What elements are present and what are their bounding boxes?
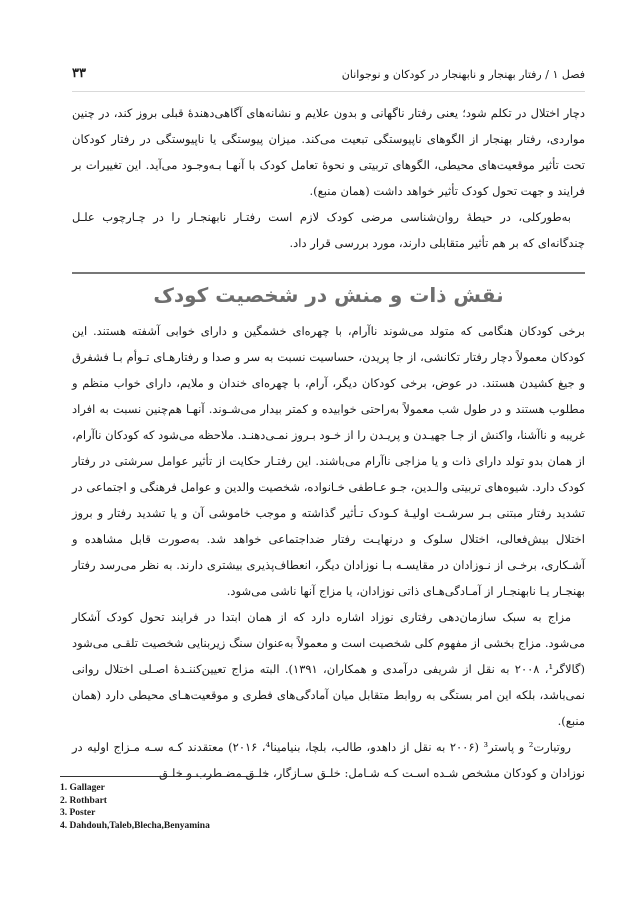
paragraph-2: به‌طورکلی، در حیطهٔ روان‌شناسی مرضی کودک لازم است رفتـار نابهنجـار را در چـارچوب علـل چندگانه‌ای که بر هم تأثیر متقابلی دارند، مورد بررسی قرار داد. bbox=[72, 210, 585, 250]
footnote-divider bbox=[60, 776, 268, 777]
footnote-3: 3. Poster bbox=[60, 808, 96, 818]
page-header bbox=[72, 62, 585, 92]
footnotes bbox=[60, 782, 360, 832]
footnote-2: 2. Rothbart bbox=[60, 795, 107, 806]
paragraph-1: دچار اختلال در تکلم شود؛ یعنی رفتار ناگهانی و بدون علایم و نشانه‌های آگاهی‌دهندهٔ قبلی بروز کند، در چنین مواردی، رفتار بهنجار از الگوهای ناپیوستگی تبعیت می‌کند. میزان پیوستگی یا ناپیوستگی در رفتار کودکان تحت تأثیر موقعیت‌های محیطی، الگوهای تربیتی و نحوهٔ تعامل کودک با آنهـا بـه‌وجـود می‌آید. این تغییرات بر فرایند و جهت تحول کودک تأثیر خواهد داشت (همان منبع). bbox=[72, 106, 585, 198]
chapter-title: فصل ۱ / رفتار بهنجار و نابهنجار در کودکان و نوجوانان bbox=[341, 68, 585, 81]
paragraph-4: مزاج به سبک سازمان‌دهی رفتاری نوزاد اشاره دارد که از همان ابتدا در فرایند تحول کودک آشکار می‌شود. مزاج بخشی از مفهوم کلی شخصیت است و معمولاً به‌عنوان سنگ زیربنایی شخصیت تلقـی می‌شود (گالاگر¹، ۲۰۰۸ به نقل از شریفی درآمدی و همکاران، ۱۳۹۱). البته مزاج تعیین‌کننـدهٔ اصـلی اختلال روانی نمی‌باشد، بلکه این امر بستگی به روابط متقابل میان آمادگی‌های فطری و موقعیت‌هـای محیطی دارد (همان منبع). bbox=[72, 610, 585, 728]
footnote-1: 1. Gallager bbox=[60, 783, 105, 793]
footnote-4: 4. Dahdouh,Taleb,Blecha,Benyamina bbox=[60, 820, 210, 831]
page-body bbox=[72, 100, 585, 786]
section-heading: نقش ذات و منش در شخصیت کودک bbox=[153, 283, 504, 307]
paragraph-3: برخی کودکان هنگامی که متولد می‌شوند ناآرام، با چهره‌ای خشمگین و دارای خوابی آشفته هستند. این کودکان معمولاً دچار رفتار تکانشی، از جا پریدن، حساسیت نسبت به سر و صدا و رفتارهـای تـوأم بـا فشفرق و جیغ کشیدن هستند. در عوض، برخی کودکان دیگر، آرام، با چهره‌ای خندان و ملایم، دارای خواب منظم و مطلوب هستند و در طول شب معمولاً به‌راحتی خوابیده و کمتر بیدار می‌شـوند. آنهـا هم‌چنین نسبت به افراد غریبه و ناآشنا، واکنش از جـا جهیـدن و پریـدن را از خـود بـروز نمـی‌دهنـد. ملاحظه می‌شود که کودکان ناآرام، از همان بدو تولد دارای ذات و یا مزاجی ناآرام می‌باشند. این رفتـار حکایت از تأثیر عوامل سرشتی در رفتار کودک دارد. شیوه‌های تربیتی والـدین، جـو عـاطفی خـانواده، شخصیت والدین و عوامل فرهنگی و اجتماعی در تشدید رفتار مبتنی بـر سرشـت اولیـهٔ کـودک تـأثیر گذاشته و موجب خاموشی آن و یا تشدید رفتار و بروز اختلال بیش‌فعالی، اختلال سلوک و درنهایـت رفتار ضداجتماعی خواهد شد. به‌صورت قابل مشاهده و آشـکاری، برخـی از نـوزادان در مقایسـه بـا نوزادان دیگر، انعطاف‌پذیری بیشتری دارند. به نظر می‌رسد رفتار بهنجـار یـا نابهنجـار از آمـادگی‌هـای ذاتی نوزادان، یا مزاج آنها ناشی می‌شود. bbox=[72, 324, 585, 598]
paragraph-5: روتبارت² و پاستر³ (۲۰۰۶ به نقل از داهدو، طالب، بلچا، بنیامینا⁴، ۲۰۱۶) معتقدند کـه سـه مـزاج اولیه در نوزادان و کودکان مشخص شـده اسـت کـه شـامل: خلـق سـازگار، خلـق مضـطرب و خلـق bbox=[72, 740, 585, 780]
header-divider bbox=[72, 91, 585, 92]
section-divider bbox=[72, 272, 585, 274]
page-number: ۳۳ bbox=[72, 66, 86, 81]
